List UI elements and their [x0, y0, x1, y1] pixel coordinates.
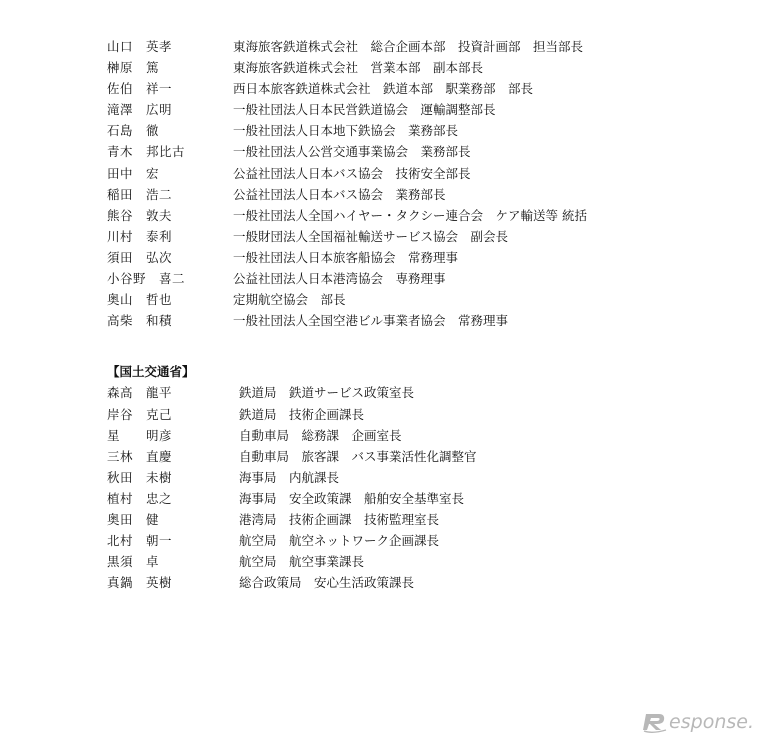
member-name: 榊原 篤 [107, 60, 160, 76]
member-name: 石島 徹 [107, 123, 160, 139]
member-affiliation: 港湾局 技術企画課 技術監理室長 [239, 511, 440, 527]
member-affiliation: 一般社団法人日本民営鉄道協会 運輸調整部長 [233, 102, 496, 118]
member-name: 川村 泰利 [107, 228, 173, 244]
member-row [107, 226, 727, 247]
member-list-document [107, 36, 727, 593]
ministry-members-list [107, 382, 727, 593]
member-affiliation: 公益社団法人日本バス協会 技術安全部長 [233, 165, 471, 181]
member-row [107, 163, 727, 184]
member-row [107, 310, 727, 331]
member-row [107, 467, 727, 488]
member-affiliation: 一般社団法人日本地下鉄協会 業務部長 [233, 123, 459, 139]
member-row [107, 572, 727, 593]
member-row [107, 488, 727, 509]
member-affiliation: 航空局 航空ネットワーク企画課長 [239, 533, 440, 549]
response-r-logo-icon [642, 710, 668, 734]
member-name: 稲田 浩二 [107, 186, 173, 202]
member-affiliation: 公益社団法人日本バス協会 業務部長 [233, 186, 446, 202]
member-name: 青木 邦比古 [107, 144, 186, 160]
industry-members-list [107, 36, 727, 331]
member-affiliation: 鉄道局 技術企画課長 [239, 406, 365, 422]
member-affiliation: 東海旅客鉄道株式会社 総合企画本部 投資計画部 担当部長 [233, 39, 584, 54]
member-affiliation: 定期航空協会 部長 [233, 292, 346, 308]
member-affiliation: 海事局 安全政策課 船舶安全基準室長 [239, 490, 465, 506]
member-row [107, 446, 727, 467]
response-watermark [642, 710, 754, 734]
member-name: 小谷野 喜二 [107, 271, 186, 287]
member-affiliation: 海事局 内航課長 [239, 469, 340, 485]
member-row [107, 551, 727, 572]
member-row [107, 289, 727, 310]
member-row [107, 141, 727, 162]
member-affiliation: 総合政策局 安心生活政策課長 [239, 575, 415, 591]
member-row [107, 268, 727, 289]
member-affiliation: 一般社団法人日本旅客船協会 常務理事 [233, 249, 459, 265]
member-row [107, 205, 727, 226]
member-name: 山口 英孝 [107, 39, 173, 54]
member-affiliation: 航空局 航空事業課長 [239, 554, 365, 570]
member-name: 秋田 未樹 [107, 469, 173, 485]
member-row [107, 36, 727, 57]
member-affiliation: 一般社団法人全国空港ビル事業者協会 常務理事 [233, 313, 509, 329]
member-name: 田中 宏 [107, 165, 160, 181]
member-name: 奥田 健 [107, 511, 160, 527]
member-row [107, 530, 727, 551]
member-row [107, 382, 727, 403]
member-affiliation: 自動車局 旅客課 バス事業活性化調整官 [239, 448, 477, 464]
member-name: 植村 忠之 [107, 490, 173, 506]
member-row [107, 247, 727, 268]
member-row [107, 184, 727, 205]
member-name: 熊谷 敦夫 [107, 207, 173, 223]
member-affiliation: 一般社団法人公営交通事業協会 業務部長 [233, 144, 471, 160]
member-name: 高柴 和積 [107, 313, 173, 329]
member-name: 三林 直慶 [107, 448, 173, 464]
member-name: 滝澤 広明 [107, 102, 173, 118]
ministry-heading: 【国土交通省】 [107, 364, 195, 380]
member-affiliation: 一般社団法人全国ハイヤー・タクシー連合会 ケア輸送等 統括 [233, 207, 587, 223]
member-row [107, 509, 727, 530]
member-name: 黒須 卓 [107, 554, 160, 570]
member-name: 真鍋 英樹 [107, 575, 173, 591]
member-name: 奥山 哲也 [107, 292, 173, 308]
member-row [107, 99, 727, 120]
section-spacer [107, 331, 727, 361]
member-row [107, 404, 727, 425]
member-affiliation: 東海旅客鉄道株式会社 営業本部 副本部長 [233, 60, 484, 76]
member-name: 星 明彦 [107, 427, 173, 443]
member-name: 北村 朝一 [107, 533, 173, 549]
member-affiliation: 西日本旅客鉄道株式会社 鉄道本部 駅業務部 部長 [233, 81, 534, 97]
member-name: 佐伯 祥一 [107, 81, 173, 97]
member-name: 森高 龍平 [107, 385, 173, 401]
member-name: 岸谷 克己 [107, 406, 173, 422]
member-affiliation: 公益社団法人日本港湾協会 専務理事 [233, 271, 446, 287]
watermark-text: esponse. [669, 711, 754, 733]
member-affiliation: 一般財団法人全国福祉輸送サービス協会 副会長 [233, 228, 509, 244]
member-row [107, 78, 727, 99]
member-row [107, 57, 727, 78]
member-name: 須田 弘次 [107, 249, 173, 265]
member-row [107, 425, 727, 446]
member-row [107, 120, 727, 141]
member-affiliation: 鉄道局 鉄道サービス政策室長 [239, 385, 415, 401]
member-affiliation: 自動車局 総務課 企画室長 [239, 427, 402, 443]
